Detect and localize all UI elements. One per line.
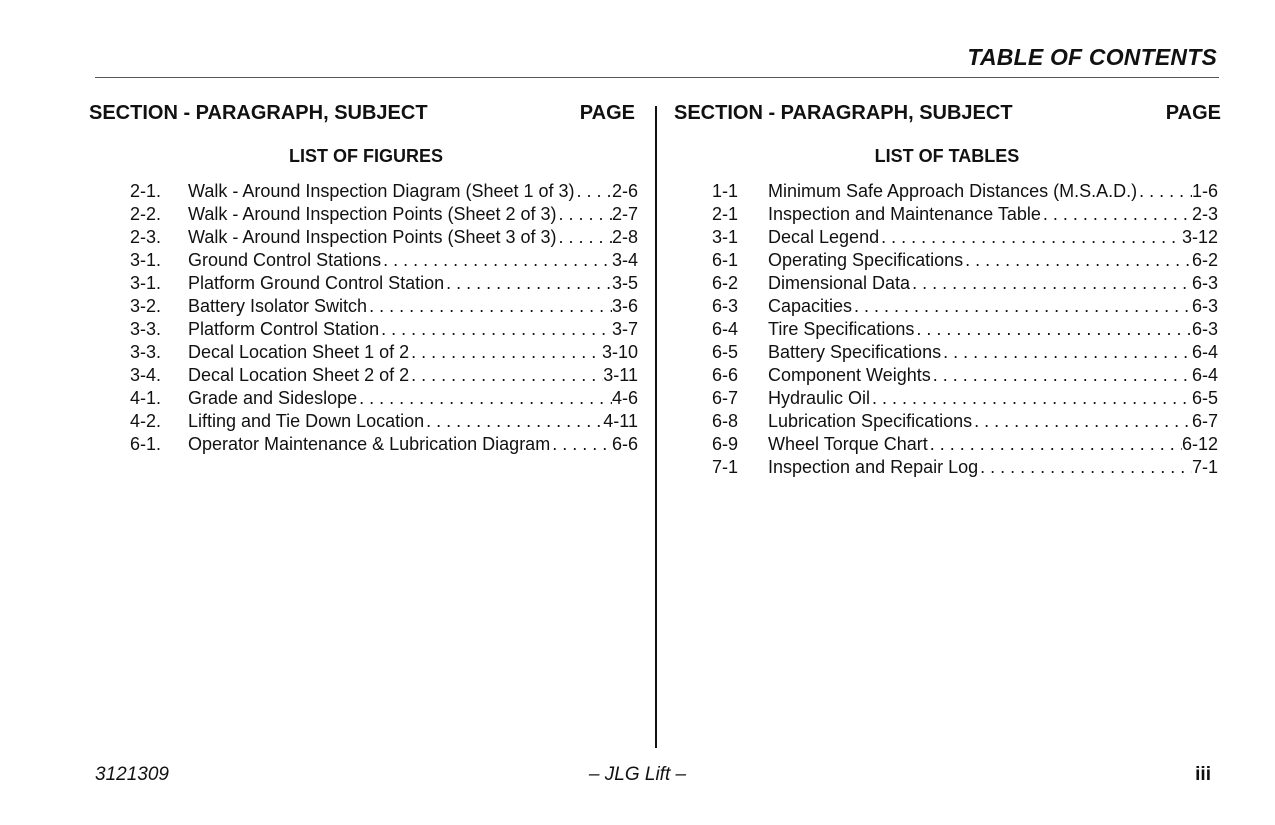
- toc-entry[interactable]: [130, 180, 638, 203]
- toc-entry[interactable]: [712, 203, 1218, 226]
- dot-leader: [367, 295, 612, 318]
- entry-title: Operator Maintenance & Lubrication Diagram: [188, 434, 551, 454]
- entry-title: Battery Specifications: [768, 342, 942, 362]
- toc-entry[interactable]: [712, 456, 1218, 479]
- toc-entry[interactable]: [130, 433, 638, 456]
- dot-leader: [379, 318, 612, 341]
- figures-list: [130, 180, 638, 456]
- entry-number: 3-2.: [130, 296, 162, 316]
- dot-leader: [870, 387, 1192, 410]
- entry-title: Walk - Around Inspection Diagram (Sheet 1 of 3): [188, 181, 575, 201]
- entry-title: Inspection and Maintenance Table: [768, 204, 1041, 224]
- entry-number: 2-1.: [130, 181, 162, 201]
- dot-leader: [550, 433, 612, 456]
- entry-number: 2-2.: [130, 204, 162, 224]
- entry-page: 2-8: [611, 227, 638, 247]
- entry-number: 6-5: [712, 342, 739, 362]
- entry-number: 6-9: [712, 434, 739, 454]
- dot-leader: [941, 341, 1192, 364]
- entry-page: 6-3: [1191, 273, 1218, 293]
- dot-leader: [910, 272, 1192, 295]
- entry-title: Hydraulic Oil: [768, 388, 871, 408]
- entry-number: 3-4.: [130, 365, 162, 385]
- toc-entry[interactable]: [712, 249, 1218, 272]
- entry-title: Battery Isolator Switch: [188, 296, 368, 316]
- entry-number: 6-3: [712, 296, 739, 316]
- dot-leader: [357, 387, 612, 410]
- toc-entry[interactable]: [130, 387, 638, 410]
- entry-number: 6-1: [712, 250, 739, 270]
- dot-leader: [963, 249, 1192, 272]
- toc-entry[interactable]: [712, 295, 1218, 318]
- entry-page: 3-4: [611, 250, 638, 270]
- entry-number: 3-3.: [130, 319, 162, 339]
- toc-entry[interactable]: [712, 180, 1218, 203]
- toc-entry[interactable]: [712, 272, 1218, 295]
- dot-leader: [557, 203, 612, 226]
- page-title: TABLE OF CONTENTS: [967, 44, 1217, 70]
- toc-entry[interactable]: [712, 364, 1218, 387]
- entry-title: Platform Ground Control Station: [188, 273, 445, 293]
- dot-leader: [879, 226, 1182, 249]
- entry-title: Capacities: [768, 296, 853, 316]
- entry-number: 3-1: [712, 227, 739, 247]
- toc-entry[interactable]: [130, 318, 638, 341]
- entry-number: 3-1.: [130, 250, 162, 270]
- entry-page: 3-5: [611, 273, 638, 293]
- toc-entry[interactable]: [712, 226, 1218, 249]
- entry-title: Wheel Torque Chart: [768, 434, 928, 454]
- entry-page: 1-6: [1191, 181, 1218, 201]
- dot-leader: [381, 249, 612, 272]
- toc-entry[interactable]: [130, 295, 638, 318]
- dot-leader: [424, 410, 603, 433]
- entry-page: 6-7: [1191, 411, 1218, 431]
- document-number: 3121309: [95, 764, 169, 785]
- entry-number: 3-3.: [130, 342, 162, 362]
- page-number: iii: [1195, 764, 1211, 785]
- entry-number: 1-1: [712, 181, 739, 201]
- toc-entry[interactable]: [130, 249, 638, 272]
- entry-title: Platform Control Station: [188, 319, 380, 339]
- toc-entry[interactable]: [130, 226, 638, 249]
- entry-page: 6-5: [1191, 388, 1218, 408]
- entry-page: 2-7: [611, 204, 638, 224]
- footer-brand: – JLG Lift –: [588, 764, 687, 785]
- entry-number: 6-4: [712, 319, 739, 339]
- dot-leader: [931, 364, 1192, 387]
- entry-page: 4-11: [603, 411, 638, 431]
- entry-number: 3-1.: [130, 273, 162, 293]
- column-divider: [655, 106, 657, 748]
- entry-title: Operating Specifications: [768, 250, 964, 270]
- entry-page: 4-6: [611, 388, 638, 408]
- page-heading: PAGE: [1165, 102, 1221, 124]
- section-subject-heading: SECTION - PARAGRAPH, SUBJECT: [89, 102, 428, 124]
- entry-page: 6-3: [1191, 296, 1218, 316]
- entry-title: Lubrication Specifications: [768, 411, 973, 431]
- dot-leader: [1137, 180, 1192, 203]
- toc-entry[interactable]: [130, 341, 638, 364]
- entry-title: Ground Control Stations: [188, 250, 382, 270]
- entry-title: Decal Location Sheet 2 of 2: [188, 365, 410, 385]
- entry-page: 6-12: [1181, 434, 1218, 454]
- entry-title: Tire Specifications: [768, 319, 915, 339]
- entry-page: 7-1: [1191, 457, 1218, 477]
- entry-page: 6-3: [1191, 319, 1218, 339]
- entry-page: 6-6: [611, 434, 638, 454]
- toc-entry[interactable]: [130, 410, 638, 433]
- entry-page: 6-4: [1191, 365, 1218, 385]
- entry-number: 4-1.: [130, 388, 162, 408]
- toc-entry[interactable]: [130, 203, 638, 226]
- entry-page: 2-6: [611, 181, 638, 201]
- dot-leader: [852, 295, 1192, 318]
- dot-leader: [409, 364, 603, 387]
- list-of-figures-title: LIST OF FIGURES: [288, 146, 443, 166]
- list-of-tables-title: LIST OF TABLES: [874, 146, 1020, 166]
- page-heading: PAGE: [579, 102, 635, 124]
- entry-title: Lifting and Tie Down Location: [188, 411, 425, 431]
- entry-number: 4-2.: [130, 411, 162, 431]
- entry-number: 6-1.: [130, 434, 162, 454]
- dot-leader: [557, 226, 612, 249]
- entry-number: 2-3.: [130, 227, 162, 247]
- dot-leader: [928, 433, 1182, 456]
- dot-leader: [972, 410, 1192, 433]
- toc-entry[interactable]: [712, 410, 1218, 433]
- toc-entry[interactable]: [712, 387, 1218, 410]
- toc-entry[interactable]: [712, 341, 1218, 364]
- entry-title: Dimensional Data: [768, 273, 911, 293]
- entry-page: 2-3: [1191, 204, 1218, 224]
- toc-entry[interactable]: [712, 318, 1218, 341]
- entry-page: 3-10: [601, 342, 638, 362]
- entry-page: 3-6: [611, 296, 638, 316]
- tables-list: [712, 180, 1218, 479]
- toc-entry[interactable]: [712, 433, 1218, 456]
- entry-title: Component Weights: [768, 365, 931, 385]
- entry-number: 6-8: [712, 411, 739, 431]
- entry-number: 2-1: [712, 204, 739, 224]
- entry-page: 6-2: [1191, 250, 1218, 270]
- entry-page: 3-11: [603, 365, 638, 385]
- entry-title: Grade and Sideslope: [188, 388, 358, 408]
- entry-title: Walk - Around Inspection Points (Sheet 3 of 3): [188, 227, 557, 247]
- entry-title: Decal Location Sheet 1 of 2: [188, 342, 410, 362]
- entry-number: 6-2: [712, 273, 739, 293]
- dot-leader: [575, 180, 612, 203]
- dot-leader: [914, 318, 1192, 341]
- dot-leader: [444, 272, 612, 295]
- entry-page: 3-7: [611, 319, 638, 339]
- section-subject-heading: SECTION - PARAGRAPH, SUBJECT: [674, 102, 1013, 124]
- entry-title: Walk - Around Inspection Points (Sheet 2 of 3): [188, 204, 557, 224]
- entry-page: 6-4: [1191, 342, 1218, 362]
- entry-title: Minimum Safe Approach Distances (M.S.A.D.): [768, 181, 1138, 201]
- entry-number: 6-7: [712, 388, 739, 408]
- dot-leader: [1041, 203, 1192, 226]
- entry-page: 3-12: [1181, 227, 1218, 247]
- entry-title: Inspection and Repair Log: [768, 457, 979, 477]
- dot-leader: [409, 341, 602, 364]
- entry-number: 6-6: [712, 365, 739, 385]
- toc-entry[interactable]: [130, 364, 638, 387]
- entry-title: Decal Legend: [768, 227, 880, 247]
- toc-entry[interactable]: [130, 272, 638, 295]
- entry-number: 7-1: [712, 457, 739, 477]
- title-divider: [95, 77, 1219, 78]
- dot-leader: [978, 456, 1192, 479]
